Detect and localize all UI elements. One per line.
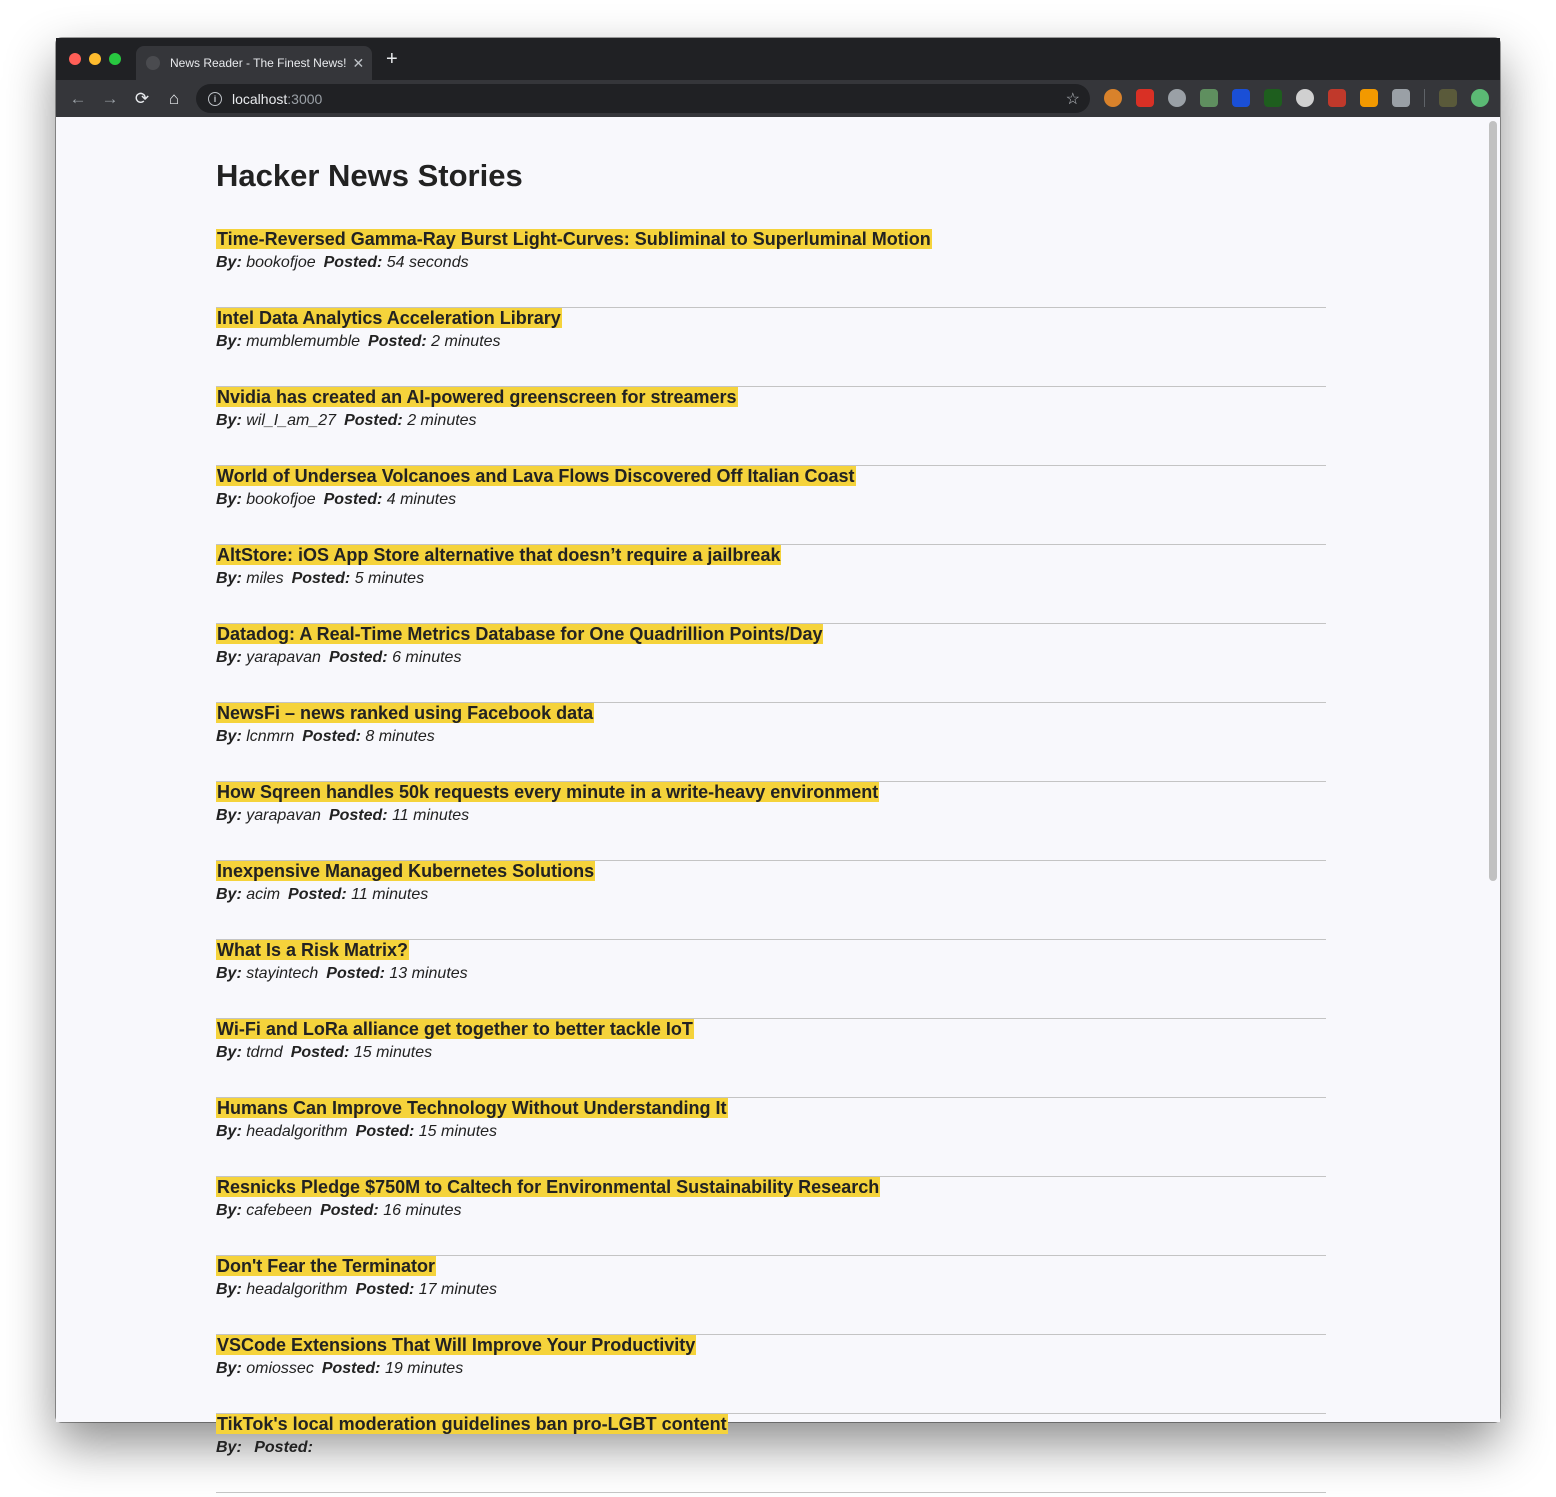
story-author: yarapavan: [246, 649, 321, 666]
extension-icon[interactable]: [1392, 89, 1410, 107]
page-title: Hacker News Stories: [216, 158, 523, 193]
story-title-link[interactable]: World of Undersea Volcanoes and Lava Flows Discovered Off Italian Coast: [217, 466, 855, 486]
posted-label: Posted:: [344, 412, 403, 429]
home-icon[interactable]: ⌂: [168, 88, 180, 108]
story-author: wil_I_am_27: [246, 412, 337, 429]
story-item: [216, 466, 1326, 545]
story-title-link[interactable]: How Sqreen handles 50k requests every minute in a write-heavy environment: [217, 782, 879, 802]
by-label: By:: [216, 807, 242, 824]
bookmark-star-icon[interactable]: ☆: [1065, 90, 1080, 108]
story-posted-time: 5 minutes: [354, 570, 425, 587]
story-item: [216, 703, 1326, 782]
main-column: [216, 117, 1326, 1493]
story-title-link[interactable]: AltStore: iOS App Store alternative that doesn’t require a jailbreak: [217, 545, 781, 565]
story-author: headalgorithm: [246, 1123, 348, 1140]
story-posted-time: 11 minutes: [392, 807, 470, 824]
story-author: acim: [246, 886, 281, 903]
story-posted-time: 15 minutes: [353, 1044, 433, 1061]
by-label: By:: [216, 965, 242, 982]
story-meta: [216, 807, 1326, 825]
story-title-link[interactable]: Time-Reversed Gamma-Ray Burst Light-Curves: Subliminal to Superluminal Motion: [217, 229, 931, 249]
address-bar[interactable]: [196, 84, 1090, 113]
story-title-link[interactable]: TikTok's local moderation guidelines ban pro-LGBT content: [217, 1414, 727, 1434]
story-posted-time: 54 seconds: [386, 254, 469, 271]
story-posted-time: 11 minutes: [351, 886, 429, 903]
posted-label: Posted:: [291, 570, 351, 587]
page-content: [56, 117, 1500, 1456]
by-label: By:: [216, 886, 242, 903]
posted-label: Posted:: [326, 965, 385, 982]
by-label: By:: [216, 570, 242, 587]
story-meta: [216, 1360, 1326, 1378]
close-window-button[interactable]: [69, 53, 81, 65]
story-title-link[interactable]: Resnicks Pledge $750M to Caltech for Environmental Sustainability Research: [217, 1177, 880, 1197]
close-icon[interactable]: ✕: [352, 54, 365, 71]
story-title-link[interactable]: VSCode Extensions That Will Improve Your Productivity: [217, 1335, 696, 1355]
posted-label: Posted:: [323, 254, 383, 271]
exclamation-icon[interactable]: [1232, 89, 1250, 107]
by-label: By:: [216, 649, 242, 666]
by-label: By:: [216, 1044, 242, 1061]
by-label: By:: [216, 1360, 242, 1377]
sheep-icon[interactable]: [1264, 89, 1282, 107]
story-posted-time: 19 minutes: [384, 1360, 464, 1377]
story-title-link[interactable]: Intel Data Analytics Acceleration Library: [217, 308, 561, 328]
new-tab-button[interactable]: +: [386, 48, 398, 70]
story-item: [216, 861, 1326, 940]
story-posted-time: 15 minutes: [418, 1123, 498, 1140]
posted-label: Posted:: [290, 1044, 350, 1061]
globe-icon: [146, 56, 160, 70]
story-item: [216, 782, 1326, 861]
posted-label: Posted:: [320, 1202, 379, 1219]
story-posted-time: 17 minutes: [418, 1281, 498, 1298]
posted-label: Posted:: [355, 1123, 415, 1140]
story-item: [216, 1019, 1326, 1098]
story-meta: [216, 333, 1326, 351]
story-posted-time: 2 minutes: [407, 412, 477, 429]
browser-tab[interactable]: [136, 46, 372, 80]
by-label: By:: [216, 491, 242, 508]
story-item: [216, 387, 1326, 466]
minimize-window-button[interactable]: [89, 53, 101, 65]
update-icon[interactable]: [1471, 89, 1489, 107]
by-label: By:: [216, 412, 242, 429]
story-posted-time: 8 minutes: [365, 728, 435, 745]
browser-toolbar: [56, 80, 1500, 117]
story-posted-time: 16 minutes: [383, 1202, 462, 1219]
ublock-icon[interactable]: [1328, 89, 1346, 107]
by-label: By:: [216, 333, 242, 350]
toolbar-separator: [1424, 89, 1425, 107]
reload-icon[interactable]: ⟳: [134, 88, 150, 108]
story-title-link[interactable]: Humans Can Improve Technology Without Understanding It: [217, 1098, 727, 1118]
by-label: By:: [216, 1202, 242, 1219]
story-meta: [216, 886, 1326, 904]
scrollbar[interactable]: [1489, 121, 1497, 881]
story-posted-time: 13 minutes: [389, 965, 468, 982]
by-label: By:: [216, 1439, 242, 1456]
story-list: [216, 229, 1326, 1493]
story-meta: [216, 1202, 1326, 1220]
story-meta: [216, 965, 1326, 983]
story-author: headalgorithm: [246, 1281, 348, 1298]
posted-label: Posted:: [302, 728, 361, 745]
story-meta: [216, 1439, 1326, 1457]
posted-label: Posted:: [254, 1439, 313, 1456]
story-author: yarapavan: [246, 807, 321, 824]
todo-icon[interactable]: [1136, 89, 1154, 107]
story-author: mumblemumble: [246, 333, 361, 350]
globe-icon[interactable]: [1168, 89, 1186, 107]
story-author: bookofjoe: [246, 491, 316, 508]
story-author: tdrnd: [246, 1044, 283, 1061]
story-author: stayintech: [246, 965, 319, 982]
profile-icon[interactable]: [1439, 89, 1457, 107]
story-meta: [216, 1281, 1326, 1299]
story-meta: [216, 1123, 1326, 1141]
posted-label: Posted:: [328, 649, 388, 666]
cookie-icon[interactable]: [1104, 89, 1122, 107]
window-controls: [69, 53, 121, 65]
wordpress-icon[interactable]: [1296, 89, 1314, 107]
story-title-link[interactable]: NewsFi – news ranked using Facebook data: [217, 703, 594, 723]
forward-arrow-icon[interactable]: →: [101, 88, 119, 108]
browser-window: [56, 38, 1500, 1456]
story-title-link[interactable]: Datadog: A Real-Time Metrics Database for One Quadrillion Points/Day: [217, 624, 823, 644]
story-item: [216, 624, 1326, 703]
tab-title: News Reader - The Finest News!: [170, 56, 347, 70]
story-title-link[interactable]: Don't Fear the Terminator: [217, 1256, 435, 1276]
info-icon[interactable]: i: [208, 92, 222, 106]
maximize-window-button[interactable]: [109, 53, 121, 65]
story-author: cafebeen: [246, 1202, 313, 1219]
story-author: lcnmrn: [246, 728, 295, 745]
by-label: By:: [216, 1123, 242, 1140]
puzzle-icon[interactable]: [1200, 89, 1218, 107]
story-meta: [216, 412, 1326, 430]
by-label: By:: [216, 728, 242, 745]
tab-strip: [56, 38, 1500, 80]
posted-label: Posted:: [355, 1281, 415, 1298]
story-meta: [216, 254, 1326, 272]
story-meta: [216, 649, 1326, 667]
posted-label: Posted:: [328, 807, 388, 824]
story-item: [216, 1414, 1326, 1493]
by-label: By:: [216, 1281, 242, 1298]
story-author: bookofjoe: [246, 254, 316, 271]
story-item: [216, 308, 1326, 387]
story-meta: [216, 570, 1326, 588]
extensions-bar: [1104, 89, 1489, 107]
story-author: miles: [246, 570, 284, 587]
url-port: :3000: [287, 90, 323, 107]
story-item: [216, 1098, 1326, 1177]
posted-label: Posted:: [368, 333, 427, 350]
story-title-link[interactable]: What Is a Risk Matrix?: [217, 940, 409, 960]
story-title-link[interactable]: Inexpensive Managed Kubernetes Solutions: [217, 861, 595, 881]
story-posted-time: 6 minutes: [392, 649, 462, 666]
gear-icon[interactable]: [1360, 89, 1378, 107]
story-item: [216, 1335, 1326, 1414]
back-arrow-icon[interactable]: ←: [69, 88, 87, 108]
story-item: [216, 1256, 1326, 1335]
posted-label: Posted:: [321, 1360, 381, 1377]
story-item: [216, 1177, 1326, 1256]
story-meta: [216, 491, 1326, 509]
story-title-link[interactable]: Nvidia has created an AI-powered greenscreen for streamers: [217, 387, 737, 407]
story-item: [216, 940, 1326, 1019]
story-posted-time: 2 minutes: [431, 333, 501, 350]
story-item: [216, 229, 1326, 308]
posted-label: Posted:: [288, 886, 347, 903]
posted-label: Posted:: [323, 491, 383, 508]
story-title-link[interactable]: Wi-Fi and LoRa alliance get together to better tackle IoT: [217, 1019, 693, 1039]
story-posted-time: 4 minutes: [386, 491, 457, 508]
url-host: localhost: [232, 90, 288, 107]
story-item: [216, 545, 1326, 624]
by-label: By:: [216, 254, 242, 271]
story-meta: [216, 728, 1326, 746]
story-meta: [216, 1044, 1326, 1062]
story-author: omiossec: [246, 1360, 314, 1377]
